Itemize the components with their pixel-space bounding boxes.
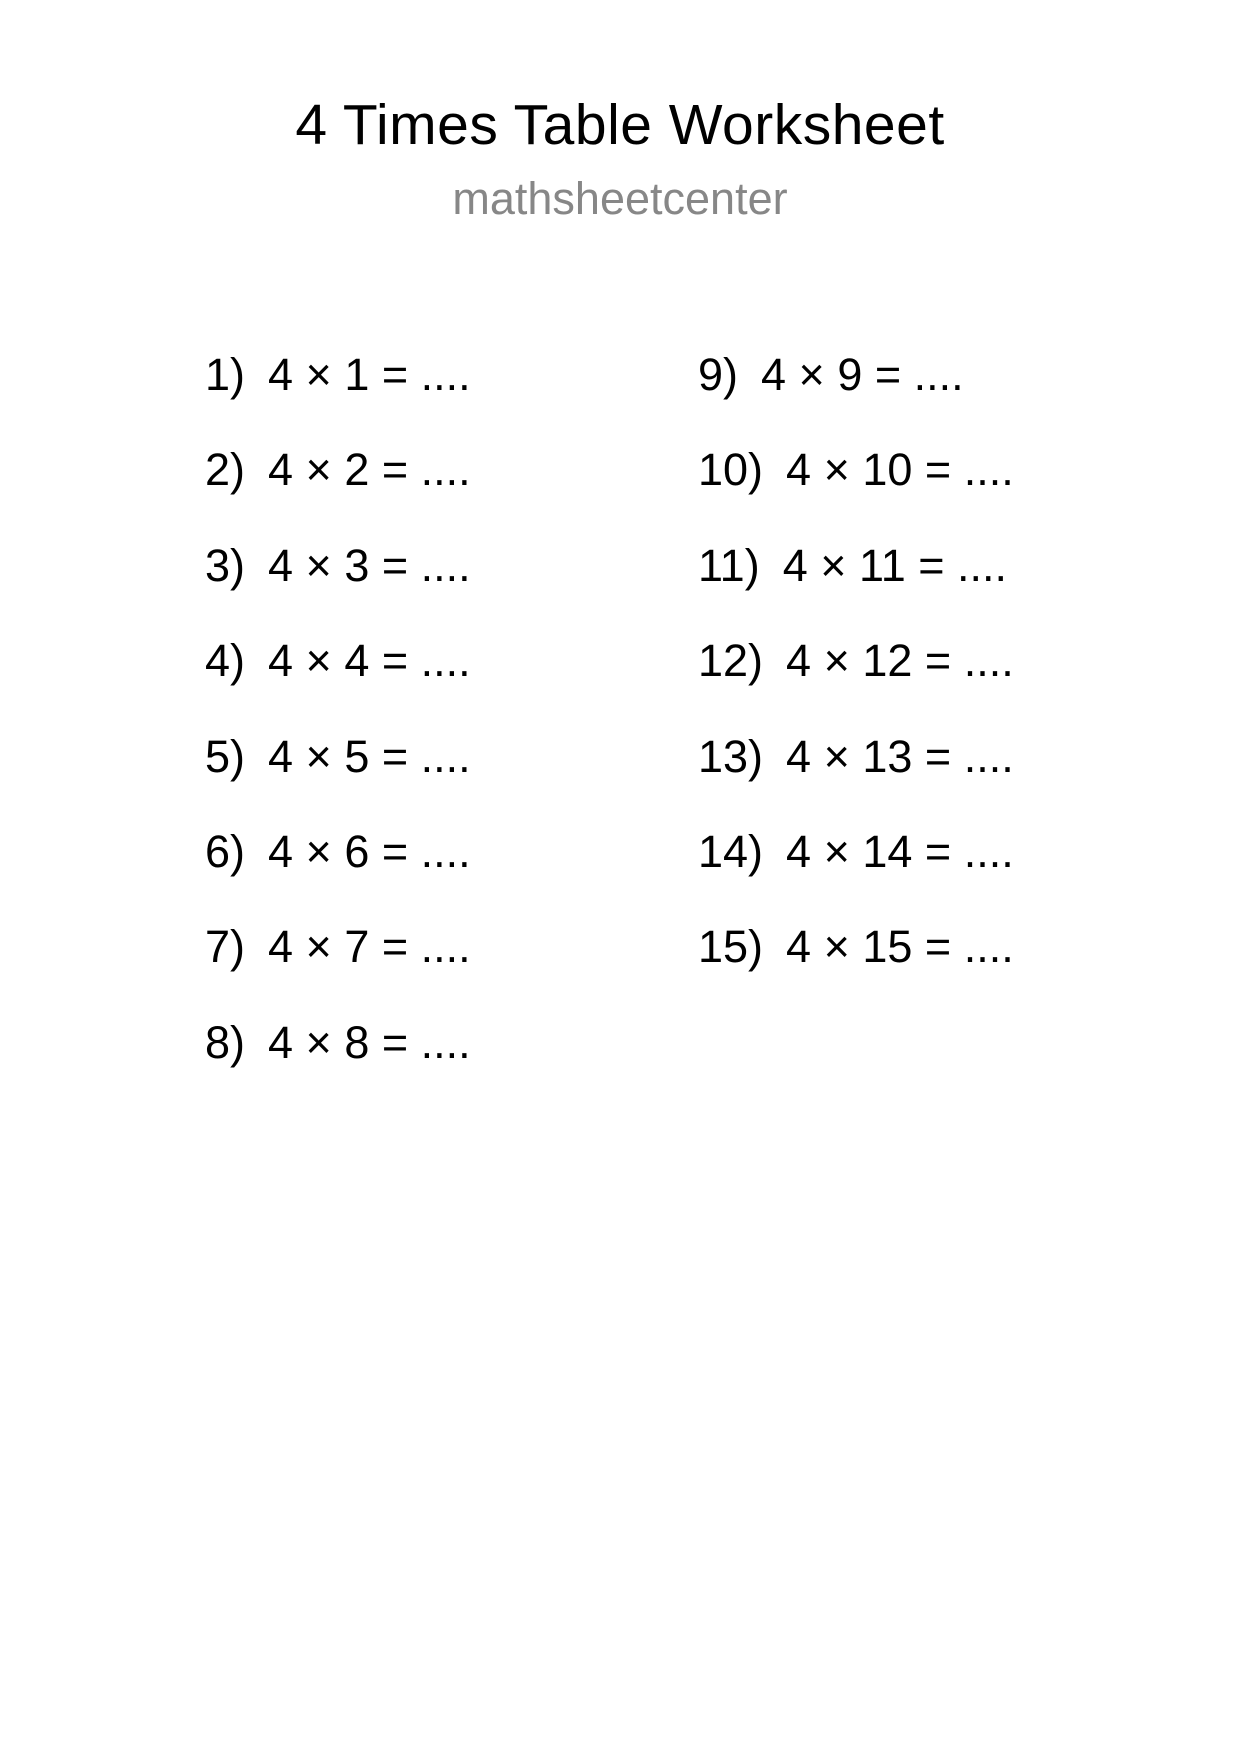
problem-expression: 4 × 9 = .... — [761, 349, 964, 400]
problem-row — [205, 709, 471, 804]
problem-number: 5) — [205, 730, 246, 782]
problem-expression: 4 × 5 = .... — [268, 730, 471, 782]
problem-expression: 4 × 7 = .... — [268, 921, 471, 973]
problem-row — [698, 613, 1014, 708]
problem-expression: 4 × 4 = .... — [268, 635, 471, 687]
problem-row — [698, 422, 1014, 517]
problem-number: 12) — [698, 635, 764, 687]
problem-row — [698, 899, 1014, 994]
site-name: mathsheetcenter — [452, 173, 788, 224]
problem-number: 4) — [205, 635, 246, 687]
problem-row — [205, 899, 471, 994]
problem-row — [205, 995, 471, 1090]
problem-expression: 4 × 15 = .... — [786, 921, 1014, 973]
problem-row — [205, 327, 471, 422]
problem-number: 9) — [698, 349, 739, 400]
problem-expression: 4 × 6 = .... — [268, 825, 471, 877]
page-title: 4 Times Table Worksheet — [295, 93, 945, 157]
problem-number: 2) — [205, 444, 246, 496]
problem-number: 7) — [205, 921, 246, 973]
problem-expression: 4 × 11 = .... — [782, 539, 1008, 591]
problem-number: 13) — [698, 730, 764, 782]
problem-expression: 4 × 3 = .... — [268, 539, 471, 591]
problems-column-right — [698, 327, 1014, 995]
problem-row — [698, 327, 1014, 422]
problem-row — [698, 709, 1014, 804]
problem-row — [698, 804, 1014, 899]
problem-expression: 4 × 1 = .... — [268, 349, 471, 400]
problem-number: 11) — [698, 539, 760, 591]
problem-row — [205, 422, 471, 517]
problem-expression: 4 × 13 = .... — [786, 730, 1014, 782]
problem-row — [205, 804, 471, 899]
problem-number: 3) — [205, 539, 246, 591]
problem-number: 1) — [205, 349, 246, 400]
problem-number: 15) — [698, 921, 764, 973]
problem-expression: 4 × 10 = .... — [786, 444, 1014, 496]
problem-expression: 4 × 2 = .... — [268, 444, 471, 496]
problem-expression: 4 × 8 = .... — [268, 1016, 471, 1068]
problem-number: 8) — [205, 1016, 246, 1068]
problems-column-left — [205, 327, 471, 1090]
problem-number: 14) — [698, 825, 764, 877]
problem-number: 10) — [698, 444, 764, 496]
problem-row — [205, 518, 471, 613]
problem-row — [205, 613, 471, 708]
problem-expression: 4 × 14 = .... — [786, 825, 1014, 877]
problem-number: 6) — [205, 825, 246, 877]
problem-row — [698, 518, 1014, 613]
problem-expression: 4 × 12 = .... — [786, 635, 1014, 687]
